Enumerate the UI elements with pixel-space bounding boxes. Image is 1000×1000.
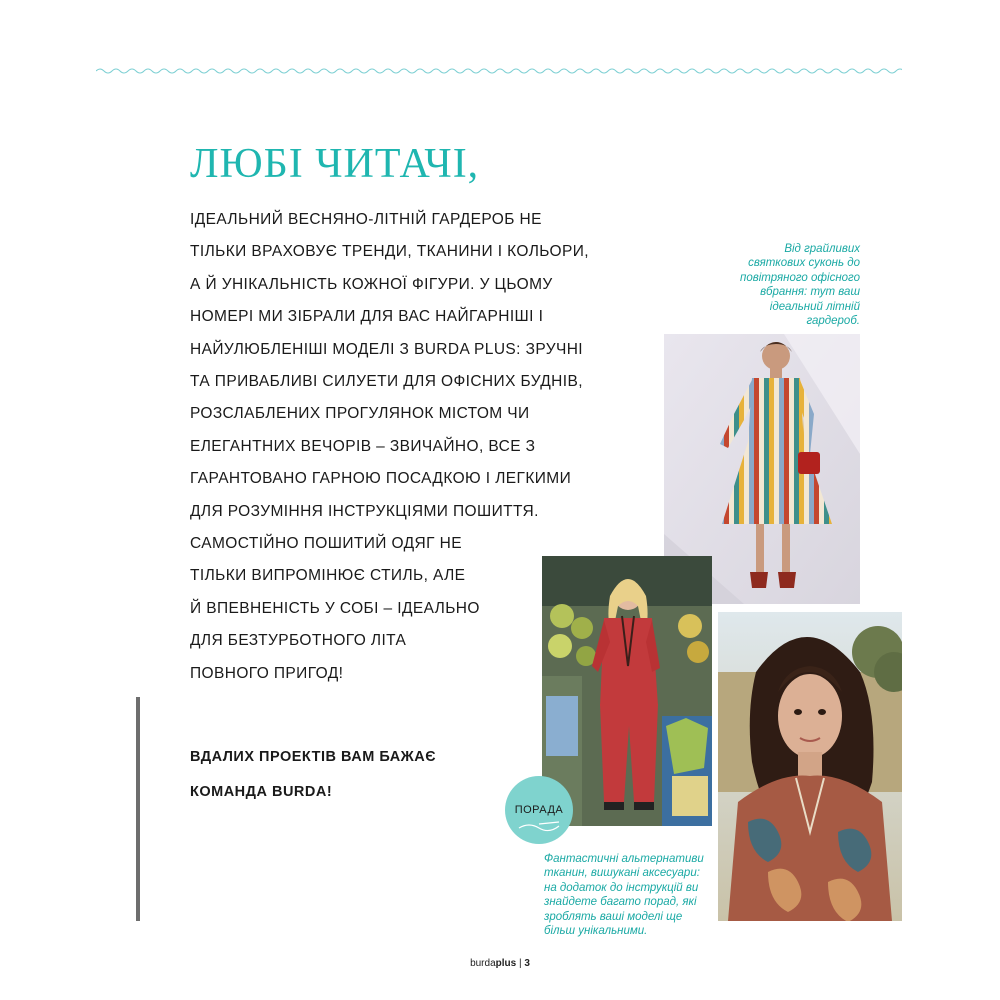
intro-line: НАЙУЛЮБЛЕНІШІ МОДЕЛІ З BURDA PLUS: ЗРУЧНІ: [190, 340, 584, 358]
caption-line: знайдете багато порад, які: [544, 896, 697, 909]
closing-signature: [190, 740, 436, 810]
footer-brand-bold: plus: [495, 958, 517, 969]
page-title: ЛЮБІ ЧИТАЧІ,: [190, 141, 480, 187]
intro-line: ТІЛЬКИ ВРАХОВУЄ ТРЕНДИ, ТКАНИНИ І КОЛЬОРИ,: [190, 243, 589, 261]
caption-line: тканин, вишукані аксесуари:: [544, 867, 700, 880]
caption-line: на додаток до інструкцій ви: [544, 881, 699, 894]
caption-line: гардероб.: [806, 315, 860, 328]
intro-line: А Й УНІКАЛЬНІСТЬ КОЖНОЇ ФІГУРИ. У ЦЬОМУ: [190, 275, 553, 293]
intro-line: ТІЛЬКИ ВИПРОМІНЮЄ СТИЛЬ, АЛЕ: [190, 567, 466, 585]
intro-line: РОЗСЛАБЛЕНИХ ПРОГУЛЯНОК МІСТОМ ЧИ: [190, 405, 530, 423]
intro-line: Й ВПЕВНЕНІСТЬ У СОБІ – ІДЕАЛЬНО: [190, 599, 480, 617]
intro-line: НОМЕРІ МИ ЗІБРАЛИ ДЛЯ ВАС НАЙГАРНІШІ І: [190, 308, 544, 326]
closing-line: КОМАНДА BURDA!: [190, 784, 333, 800]
photo-portrait-woman: [718, 612, 902, 921]
intro-line: ДЛЯ РОЗУМІННЯ ІНСТРУКЦІЯМИ ПОШИТТЯ.: [190, 502, 539, 520]
wavy-divider: [96, 66, 902, 76]
intro-line: ТА ПРИВАБЛИВІ СИЛУЕТИ ДЛЯ ОФІСНИХ БУДНІВ,: [190, 373, 583, 391]
page-number: 3: [524, 958, 530, 969]
vertical-accent-bar: [136, 697, 140, 921]
photo-market-red-suit: [542, 556, 712, 826]
intro-line: ДЛЯ БЕЗТУРБОТНОГО ЛІТА: [190, 632, 407, 650]
closing-line: ВДАЛИХ ПРОЕКТІВ ВАМ БАЖАЄ: [190, 749, 437, 765]
footer-separator: |: [516, 958, 525, 969]
caption-line: більш унікальними.: [544, 925, 648, 938]
caption-line: ідеальний літній: [769, 300, 860, 313]
caption-line: Від грайливих: [784, 243, 860, 255]
needle-thread-icon: [517, 820, 561, 832]
caption-line: зроблять ваші моделі ще: [544, 910, 683, 923]
caption-line: вбрання: тут ваш: [760, 286, 860, 299]
tip-badge-label: ПОРАДА: [514, 804, 564, 816]
intro-line: ЕЛЕГАНТНИХ ВЕЧОРІВ – ЗВИЧАЙНО, ВСЕ З: [190, 437, 536, 455]
intro-line: ПОВНОГО ПРИГОД!: [190, 664, 344, 682]
tip-badge: [505, 776, 573, 844]
caption-dress-photo: [740, 242, 860, 328]
caption-line: Фантастичні альтернативи: [544, 853, 704, 865]
caption-line: повітряного офісного: [740, 271, 860, 284]
intro-line: ІДЕАЛЬНИЙ ВЕСНЯНО-ЛІТНІЙ ГАРДЕРОБ НЕ: [190, 211, 542, 228]
intro-line: ГАРАНТОВАНО ГАРНОЮ ПОСАДКОЮ І ЛЕГКИМИ: [190, 470, 572, 488]
caption-tips: [544, 852, 704, 938]
page-footer: [0, 958, 1000, 969]
caption-line: святкових суконь до: [748, 257, 860, 270]
footer-brand-light: burda: [470, 958, 496, 969]
intro-line: САМОСТІЙНО ПОШИТИЙ ОДЯГ НЕ: [190, 535, 462, 553]
